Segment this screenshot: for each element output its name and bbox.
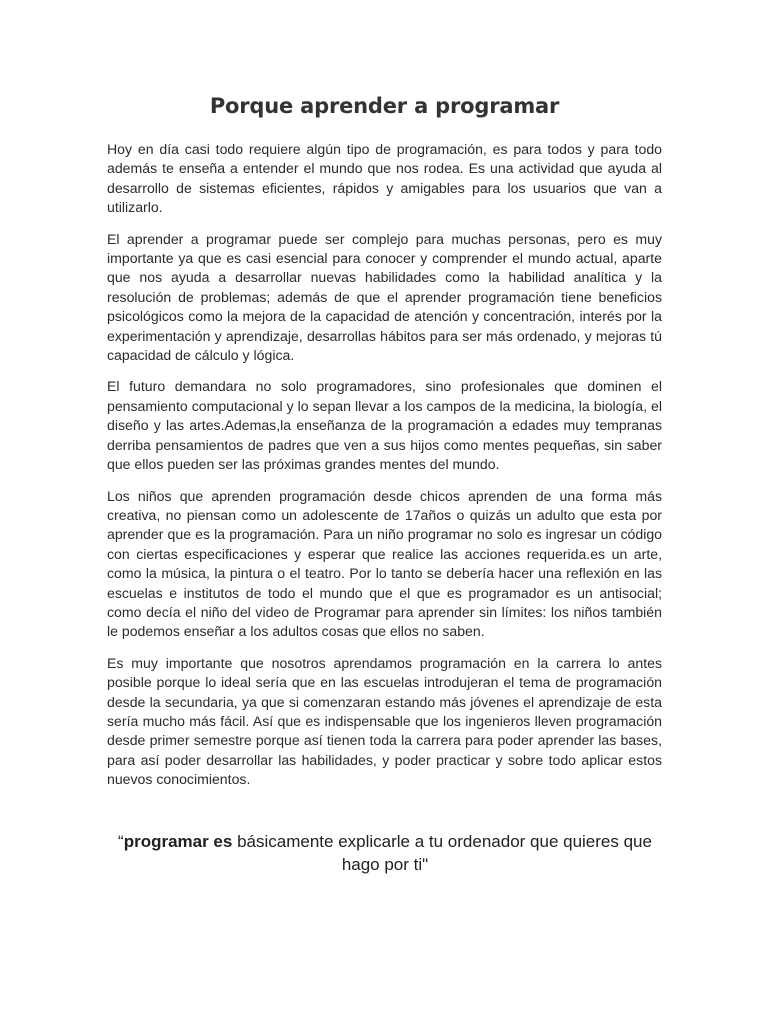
paragraph-3: El futuro demandara no solo programadores, sino profesionales que dominen el pensamiento computacional y lo sepan llevar a los campos de la medicina, la biología, el diseño y las artes.Ademas,la enseñanza de la programación a edades muy tempranas derriba pensamientos de padres que ven a sus hijos como mentes pequeñas, sin saber que ellos pueden ser las próximas grandes mentes del mundo. bbox=[107, 378, 662, 473]
paragraph-5: Es muy importante que nosotros aprendamos programación en la carrera lo antes posible porque lo ideal sería que en las escuelas introdujeran el tema de programación desde la secundaria, ya que si comenzaran estando más jóvenes el aprendizaje de esta sería mucho más fácil. Así que es indispensable que los ingenieros lleven programación desde primer semestre porque así tienen toda la carrera para poder aprender las bases, para así poder desarrollar las habilidades, y poder practicar y sobre todo aplicar estos nuevos conocimientos. bbox=[107, 654, 662, 788]
paragraph-1: Hoy en día casi todo requiere algún tipo de programación, es para todos y para todo además te enseña a entender el mundo que nos rodea. Es una actividad que ayuda al desarrollo de sistemas eficientes, rápidos y amigables para los usuarios que van a utilizarlo. bbox=[107, 141, 662, 216]
quote-rest-text: básicamente explicarle a tu ordenador que quieres que hago por ti" bbox=[232, 832, 652, 874]
document-title: Porque aprender a programar bbox=[209, 94, 560, 118]
paragraph-2: El aprender a programar puede ser complejo para muchas personas, pero es muy importante ya que es casi esencial para conocer y comprender el mundo actual, aparte que nos ayuda a desarrollar nuevas habilidades como la habilidad analítica y la resolución de problemas; además de que el aprender programación tiene beneficios psicológicos como la mejora de la capacidad de atención y concentración, interés por la experimentación y aprendizaje, desarrollas hábitos para ser más ordenado, y mejoras tú capacidad de cálculo y lógica. bbox=[107, 230, 662, 364]
paragraph-4: Los niños que aprenden programación desde chicos aprenden de una forma más creativa, no piensan como un adolescente de 17años o quizás un adulto que esta por aprender que es la programación. Para un niño programar no solo es ingresar un código con ciertas especificaciones y esperar que realice las acciones requerida.es un arte, como la música, la pintura o el teatro. Por lo tanto se debería hacer una reflexión en las escuelas e institutos de todo el mundo que el que es programador es un antisocial; como decía el niño del video de Programar para aprender sin límites: los niños también le podemos enseñar a los adultos cosas que ellos no saben. bbox=[107, 487, 662, 640]
document-page bbox=[107, 92, 662, 802]
quote-bold-text: programar es bbox=[123, 832, 233, 851]
closing-quote bbox=[100, 830, 670, 876]
quote-open-mark: “ bbox=[118, 832, 124, 851]
